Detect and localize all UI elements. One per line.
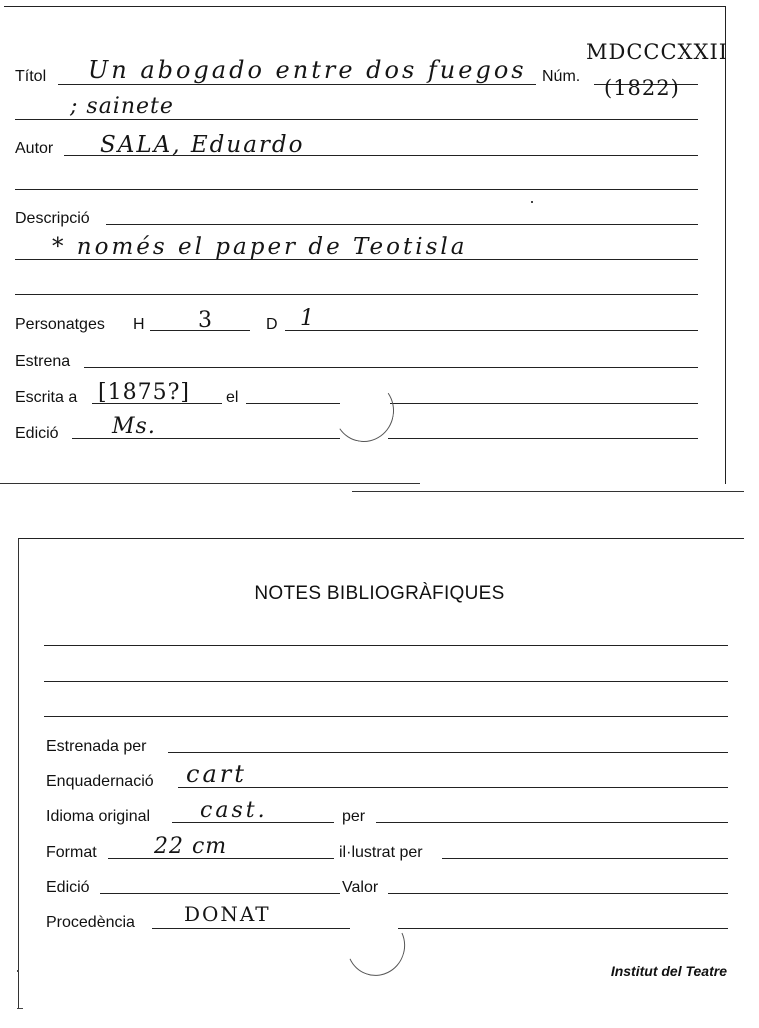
estrenada-line (168, 752, 728, 753)
autor-line-2 (15, 189, 698, 190)
format-value: 22 cm (154, 834, 228, 859)
d-line (285, 330, 698, 331)
illustrat-line (442, 858, 728, 859)
el-line (246, 403, 340, 404)
titol-line-2 (15, 119, 698, 120)
edicio-line-2 (388, 438, 698, 439)
estrena-label: Estrena (15, 353, 71, 370)
descripcio-label: Descripció (15, 210, 90, 227)
estrenada-label: Estrenada per (46, 738, 147, 755)
per-label: per (342, 808, 366, 825)
titol-value: Un abogado entre dos fuegos (88, 56, 527, 84)
illustrat-label: il·lustrat per (339, 844, 423, 861)
titol-line (58, 84, 536, 85)
enquadernacio-label: Enquadernació (46, 773, 154, 790)
idioma-value: cast. (200, 798, 268, 823)
valor-line (388, 893, 728, 894)
descripcio-line (106, 224, 698, 225)
notes-title: NOTES BIBLIOGRÀFIQUES (254, 583, 505, 604)
el-line-2 (390, 403, 698, 404)
enquadernacio-value: cart (186, 760, 247, 788)
descripcio-value: * només el paper de Teotisla (52, 234, 468, 260)
scan-speck (531, 201, 533, 203)
d-value: 1 (300, 306, 315, 331)
el-label: el (226, 389, 239, 406)
titol-label: Títol (15, 68, 47, 85)
edicio-value: Ms. (112, 414, 156, 439)
h-value: 3 (198, 308, 213, 333)
num-value: MDCCCXXII (586, 40, 729, 64)
h-label: H (133, 316, 145, 333)
enquadernacio-line (178, 787, 728, 788)
procedencia-line (152, 928, 350, 929)
descripcio-line-3 (15, 294, 698, 295)
scan-speck (17, 1008, 23, 1009)
edicio-line-bottom (100, 893, 340, 894)
escrita-value: [1875?] (98, 380, 190, 405)
num-year: (1822) (604, 76, 680, 100)
card-edge (0, 483, 420, 484)
valor-label: Valor (342, 879, 379, 896)
edicio-label-bottom: Edició (46, 879, 90, 896)
titol-value-2: ; sainete (70, 94, 174, 119)
institut-del-teatre-logo: Institut del Teatre (610, 963, 727, 979)
autor-label: Autor (15, 140, 54, 157)
personatges-label: Personatges (15, 316, 105, 333)
autor-value: SALA, Eduardo (100, 132, 305, 158)
d-label: D (266, 316, 278, 333)
procedencia-line-2 (398, 928, 728, 929)
edicio-label: Edició (15, 425, 59, 442)
escrita-label: Escrita a (15, 389, 78, 406)
format-label: Format (46, 844, 97, 861)
estrena-line (84, 367, 698, 368)
notes-line-2 (44, 681, 728, 682)
card-edge (352, 491, 744, 492)
notes-line-1 (44, 645, 728, 646)
num-label: Núm. (542, 68, 581, 85)
procedencia-label: Procedència (46, 914, 135, 931)
scan-speck (17, 970, 19, 972)
notes-line-3 (44, 716, 728, 717)
per-line (376, 822, 728, 823)
idioma-label: Idioma original (46, 808, 151, 825)
procedencia-value: DONAT (184, 902, 271, 926)
